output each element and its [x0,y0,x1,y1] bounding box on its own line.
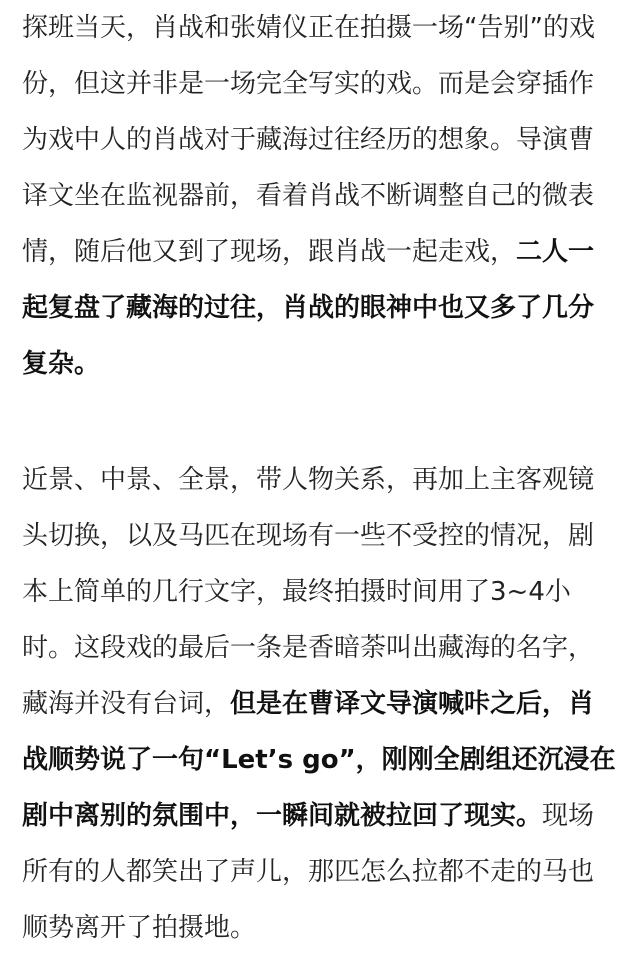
bold-text-segment: 起复盘了藏海的过往，肖战的眼神中也又多了几分 [22,293,595,323]
bold-text-segment: 但是在曹译文导演喊咔之后，肖 [230,689,595,719]
text-segment: 藏海并没有台词， [22,689,231,719]
paragraph [22,0,595,392]
text-segment: 本上简单的几行文字，最终拍摄时间用了3~4小 [22,577,571,607]
paragraph [22,452,616,956]
text-line [22,732,616,788]
bold-text-segment: 二人一 [516,237,595,267]
text-line [22,844,616,900]
text-line [22,112,595,168]
text-segment: 时。这段戏的最后一条是香暗荼叫出藏海的名字， [22,633,595,663]
text-line [22,900,616,956]
text-segment: 顺势离开了拍摄地。 [22,913,257,943]
text-segment: 份，但这并非是一场完全写实的戏。而是会穿插作 [22,69,595,99]
text-line [22,0,595,56]
text-line [22,676,616,732]
text-segment: 近景、中景、全景，带人物关系，再加上主客观镜 [22,465,595,495]
text-segment: 探班当天，肖战和张婧仪正在拍摄一场“告别”的戏 [22,13,595,43]
bold-text-segment: 战顺势说了一句“Let’s go”，刚刚全剧组还沉浸在 [22,745,616,775]
text-line [22,564,616,620]
text-line [22,336,595,392]
text-line [22,224,595,280]
text-segment: 情，随后他又到了现场，跟肖战一起走戏， [22,237,517,267]
bold-text-segment: 复杂。 [22,349,101,379]
text-line [22,788,616,844]
text-segment: 所有的人都笑出了声儿，那匹怎么拉都不走的马也 [22,857,595,887]
text-line [22,168,595,224]
text-line [22,452,616,508]
text-line [22,620,616,676]
text-segment: 为戏中人的肖战对于藏海过往经历的想象。导演曹 [22,125,595,155]
text-segment: 现场 [542,801,595,831]
text-line [22,56,595,112]
text-segment: 头切换，以及马匹在现场有一些不受控的情况，剧 [22,521,595,551]
bold-text-segment: 剧中离别的氛围中，一瞬间就被拉回了现实。 [22,801,543,831]
text-line [22,508,616,564]
text-line [22,280,595,336]
text-segment: 译文坐在监视器前，看着肖战不断调整自己的微表 [22,181,595,211]
